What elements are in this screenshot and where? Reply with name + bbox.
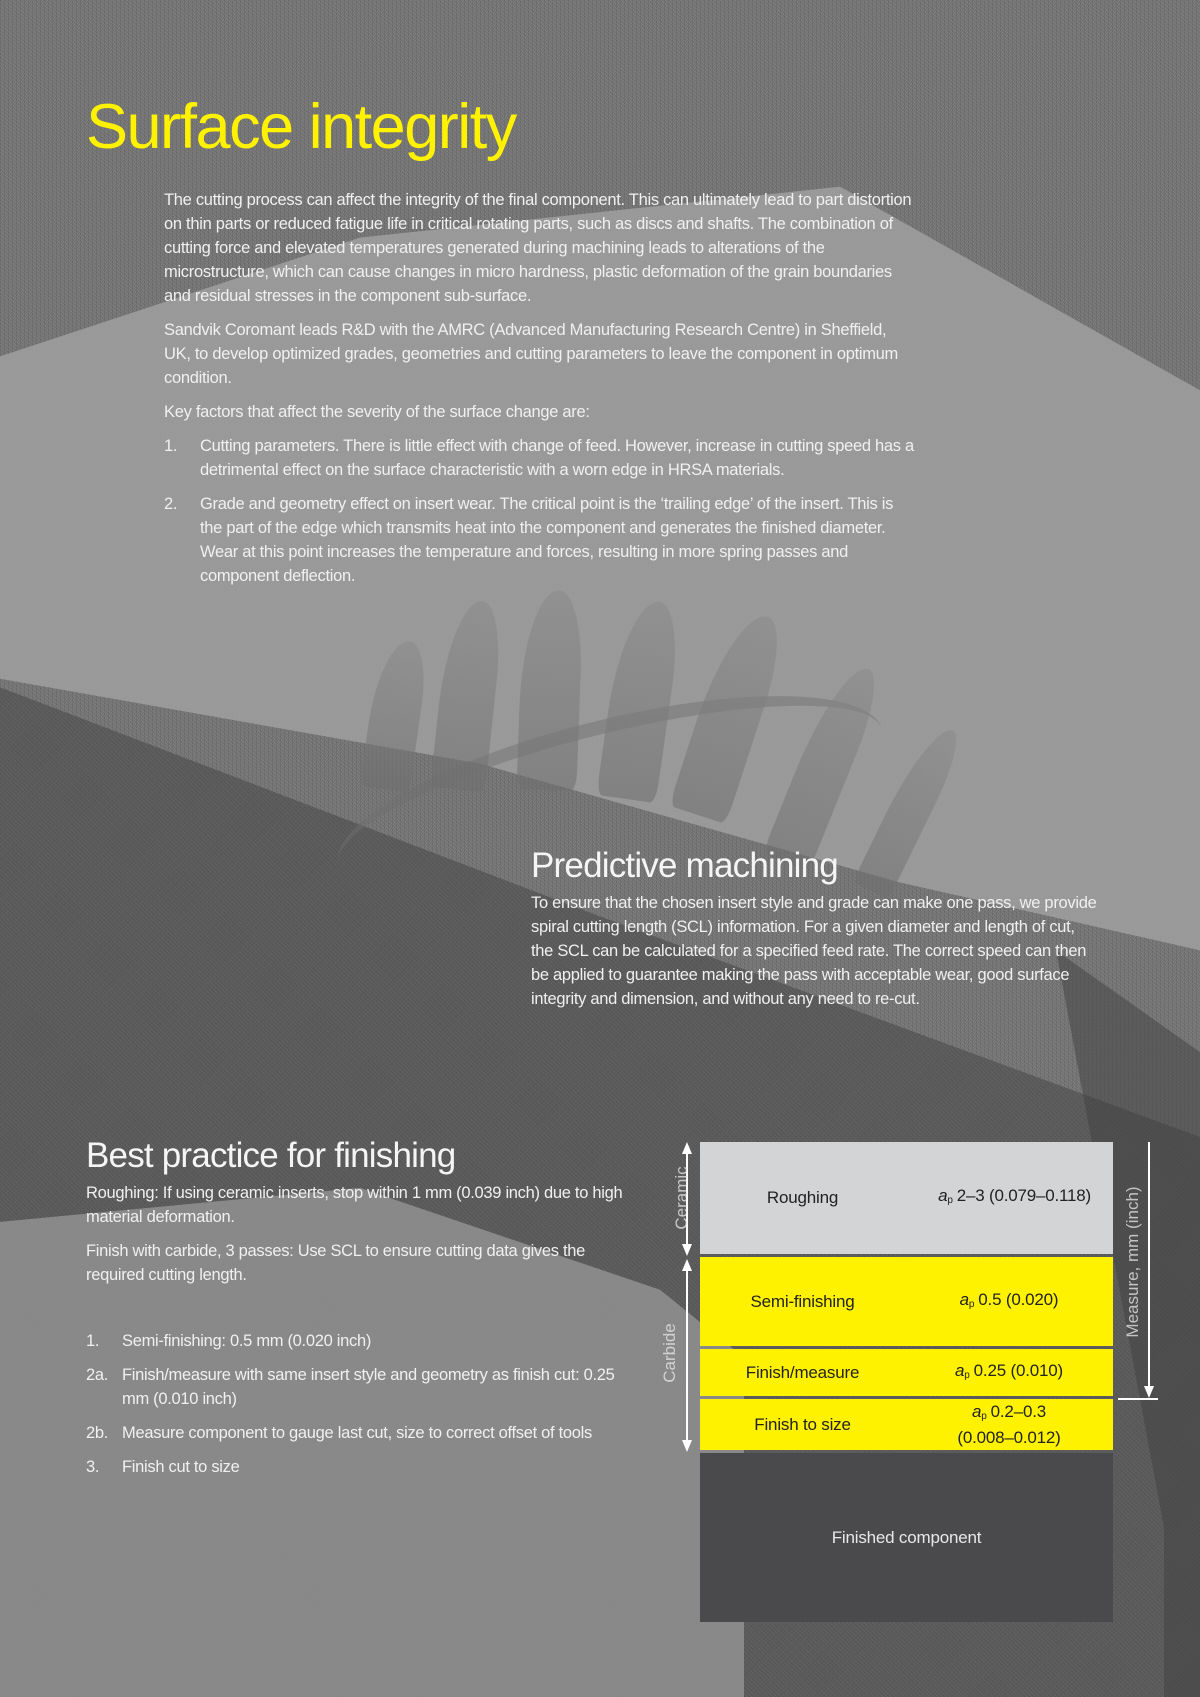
list-item: [86, 1329, 626, 1353]
carbide-arrow-line: [686, 1262, 688, 1446]
list-number: 1.: [164, 437, 178, 455]
key-factors-list: [164, 434, 914, 588]
diagram-row-finish-measure: [700, 1349, 1113, 1396]
finishing-steps-list: [86, 1329, 626, 1479]
row-label: Finish/measure: [745, 1362, 860, 1382]
diagram-row-semi-finishing: [700, 1257, 1113, 1346]
predictive-heading: Predictive machining: [531, 846, 838, 885]
measure-label: Measure, mm (inch): [1123, 1186, 1142, 1338]
list-item: [86, 1421, 626, 1445]
list-item: [86, 1363, 626, 1411]
measure-tick: [1118, 1398, 1158, 1400]
list-text: Finish/measure with same insert style and geometry as finish cut: 0.25 mm (0.010 inch): [122, 1366, 615, 1408]
predictive-machining-section: [531, 848, 1101, 1021]
diagram-row-finished-component: [700, 1453, 1113, 1622]
amrc-paragraph: Sandvik Coromant leads R&D with the AMRC (Advanced Manufacturing Research Centre) in Sheffield, UK, to develop optimized grades, geometries and cutting parameters to leave the component in optimum condition.: [164, 321, 899, 387]
carbide-label: Carbide: [660, 1323, 679, 1383]
arrow-down-icon: [1144, 1386, 1154, 1398]
list-text: Measure component to gauge last cut, size to correct offset of tools: [122, 1424, 592, 1442]
list-item: [164, 434, 914, 482]
best-practice-heading: Best practice for finishing: [86, 1136, 456, 1175]
measure-arrow-line: [1148, 1142, 1150, 1394]
list-text: Cutting parameters. There is little effect with change of feed. However, increase in cutting speed has a detrimental effect on the surface characteristic with a worn edge in HRSA materials.: [200, 437, 914, 479]
list-number: 2b.: [86, 1424, 109, 1442]
carbide-paragraph: Finish with carbide, 3 passes: Use SCL to ensure cutting data gives the required cutting length.: [86, 1242, 586, 1284]
page-title: Surface integrity: [86, 92, 516, 162]
list-number: 3.: [86, 1458, 100, 1476]
surface-integrity-section: [164, 188, 914, 598]
best-practice-section: [86, 1138, 626, 1489]
row-label: Roughing: [766, 1188, 839, 1207]
list-item: [86, 1455, 626, 1479]
diagram-row-finish-to-size: [700, 1399, 1113, 1450]
row-value: $a_p$ 0.2–0.3 (0.008–0.012): [957, 1402, 1061, 1447]
list-number: 1.: [86, 1332, 100, 1350]
row-value: $a_p$ 2–3 (0.079–0.118): [938, 1186, 1091, 1206]
row-label: Semi-finishing: [750, 1291, 855, 1311]
roughing-paragraph: Roughing: If using ceramic inserts, stop within 1 mm (0.039 inch) due to high material deformation.: [86, 1184, 623, 1226]
list-text: Finish cut to size: [122, 1458, 240, 1476]
list-number: 2.: [164, 495, 178, 513]
diagram-row-roughing: [700, 1142, 1113, 1254]
arrow-down-icon: [682, 1440, 692, 1452]
list-item: [164, 492, 914, 588]
ceramic-label: Ceramic: [672, 1166, 691, 1230]
arrow-up-icon: [682, 1259, 692, 1271]
row-label: Finish to size: [754, 1414, 851, 1434]
row-label: Finished component: [831, 1527, 982, 1547]
list-text: Semi-finishing: 0.5 mm (0.020 inch): [122, 1332, 372, 1350]
intro-paragraph: The cutting process can affect the integrity of the final component. This can ultimately lead to part distortion on thin parts or reduced fatigue life in critical rotating parts, such as discs and shafts. The combination of cutting force and elevated temperatures generated during machining leads to alterations of the microstructure, which can cause changes in micro hardness, plastic deformation of the grain boundaries and residual stresses in the component sub-surface.: [164, 191, 912, 305]
row-value: $a_p$ 0.25 (0.010): [955, 1360, 1063, 1381]
finishing-passes-diagram: [700, 1142, 1113, 1622]
list-text: Grade and geometry effect on insert wear. The critical point is the ‘trailing edge’ of the insert. This is the part of the edge which transmits heat into the component and generates the finished diameter. Wear at this point increases the temperature and forces, resulting in more spring passes and component deflection.: [200, 495, 894, 585]
key-factors-lead: Key factors that affect the severity of the surface change are:: [164, 403, 590, 421]
list-number: 2a.: [86, 1366, 109, 1384]
row-value: $a_p$ 0.5 (0.020): [959, 1289, 1059, 1310]
predictive-paragraph: To ensure that the chosen insert style and grade can make one pass, we provide spiral cutting length (SCL) information. For a given diameter and length of cut, the SCL can be calculated for a specified feed rate. The correct speed can then be applied to guarantee making the pass with acceptable wear, good surface integrity and dimension, and without any need to re-cut.: [531, 894, 1097, 1008]
